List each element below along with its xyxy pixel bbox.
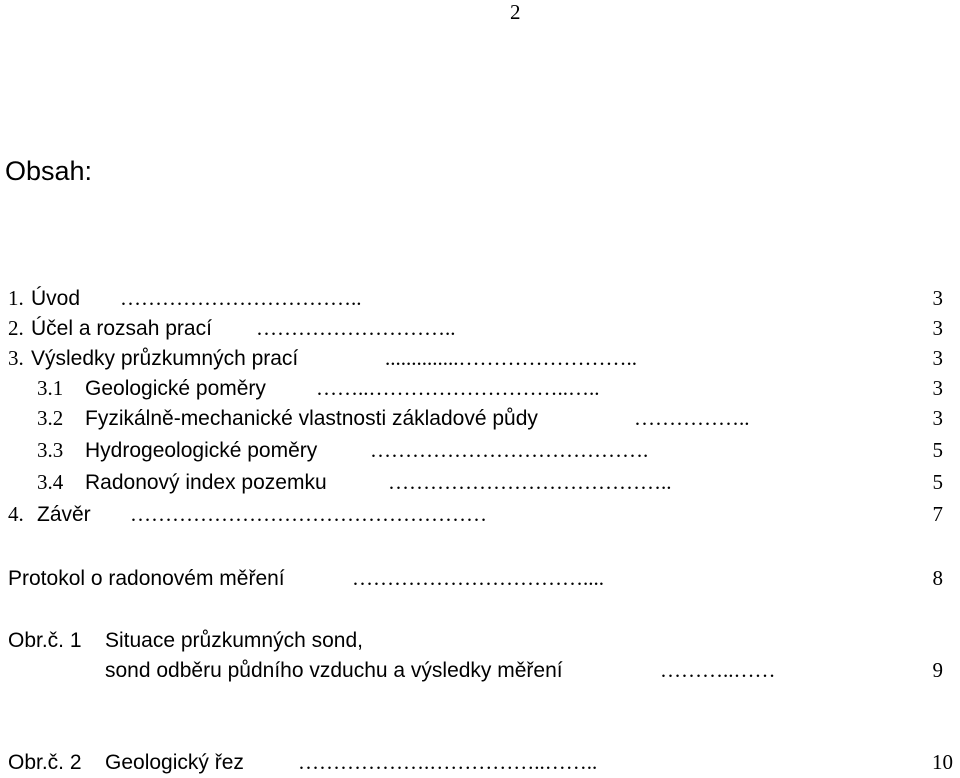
page-number: 2 <box>510 0 521 24</box>
toc-title: Účel a rozsah prací <box>31 317 212 340</box>
toc-number: 3.4 <box>37 470 64 494</box>
toc-leader: ……………………….. <box>256 316 456 340</box>
toc-leader: …………….. <box>634 406 750 430</box>
toc-title: Závěr <box>37 503 91 526</box>
toc-title: Fyzikálně-mechanické vlastnosti základové půdy <box>85 407 538 430</box>
toc-leader: ……………….……………..…….. <box>298 750 598 774</box>
toc-number: 1. <box>8 286 24 310</box>
toc-leader: …………………………….... <box>352 566 604 590</box>
toc-number: 4. <box>8 502 24 526</box>
toc-title: Výsledky průzkumných prací <box>31 347 299 370</box>
toc-title: Geologické poměry <box>85 377 266 400</box>
toc-leader: …………………………………………… <box>130 502 487 526</box>
toc-leader: ………………………………….. <box>388 470 672 494</box>
toc-page: 8 <box>932 566 943 590</box>
figure-title: Geologický řez <box>105 751 244 774</box>
toc-page: 5 <box>932 470 943 494</box>
contents-heading: Obsah: <box>5 156 93 186</box>
toc-number: 3.1 <box>37 376 64 400</box>
toc-leader: ………..…… <box>660 658 776 682</box>
toc-number: 3. <box>8 346 24 370</box>
figure-label: Obr.č. 1 <box>8 629 82 652</box>
toc-page: 9 <box>932 658 943 682</box>
figure-title-line2: sond odběru půdního vzduchu a výsledky měření <box>105 659 563 682</box>
toc-page: 3 <box>932 406 943 430</box>
toc-number: 2. <box>8 316 24 340</box>
toc-leader: …………………………………. <box>370 438 649 462</box>
toc-leader: …………………………….. <box>120 286 362 310</box>
toc-number: 3.2 <box>37 406 64 430</box>
toc-page: 3 <box>932 316 943 340</box>
toc-page: 3 <box>932 346 943 370</box>
toc-number: 3.3 <box>37 438 64 462</box>
toc-page: 3 <box>932 376 943 400</box>
figure-label: Obr.č. 2 <box>8 751 82 774</box>
toc-leader: ..............…………………….. <box>385 346 637 370</box>
toc-title: Hydrogeologické poměry <box>85 439 318 462</box>
toc-page: 3 <box>932 286 943 310</box>
toc-page: 5 <box>932 438 943 462</box>
toc-title: Radonový index pozemku <box>85 471 327 494</box>
toc-page: 7 <box>932 502 943 526</box>
toc-title: Úvod <box>31 287 81 310</box>
toc-leader: ……..………………………..….. <box>316 376 600 400</box>
toc-title: Protokol o radonovém měření <box>8 567 285 590</box>
toc-page: 10 <box>932 750 953 774</box>
figure-title-line1: Situace průzkumných sond, <box>105 629 363 652</box>
